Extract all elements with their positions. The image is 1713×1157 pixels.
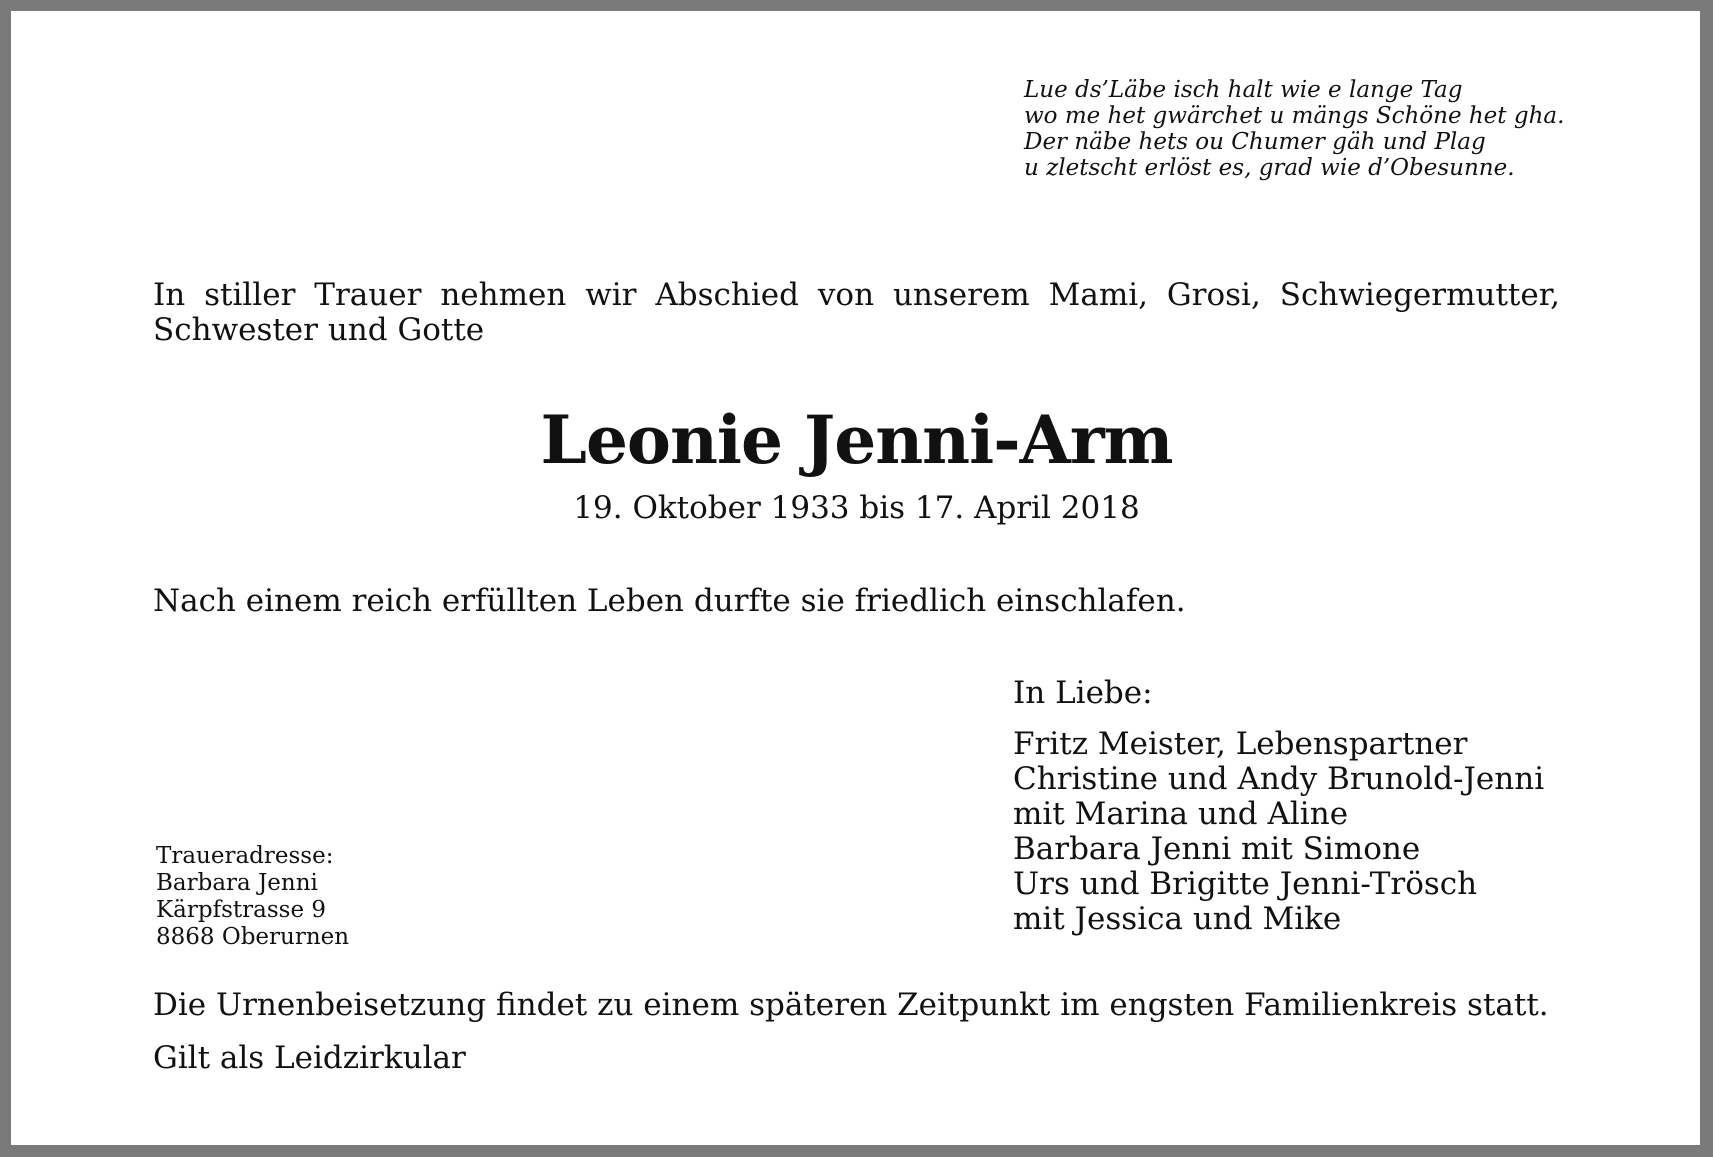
family-heading: In Liebe: xyxy=(1013,675,1153,711)
closing-sentence: Nach einem reich erfüllten Leben durfte sie friedlich einschlafen. xyxy=(153,583,1186,619)
address-label: Traueradresse: xyxy=(156,843,334,869)
address-line: Barbara Jenni xyxy=(156,870,318,896)
family-line: Christine und Andy Brunold-Jenni xyxy=(1013,761,1545,797)
circular-notice: Gilt als Leidzirkular xyxy=(153,1040,466,1076)
family-list xyxy=(1013,727,1544,937)
family-line: Urs und Brigitte Jenni-Trösch xyxy=(1013,866,1478,902)
burial-notice: Die Urnenbeisetzung findet zu einem späteren Zeitpunkt im engsten Familienkreis statt. xyxy=(153,987,1549,1023)
family-line: Barbara Jenni mit Simone xyxy=(1013,831,1421,867)
family-line: Fritz Meister, Lebenspartner xyxy=(1013,726,1468,762)
family-line: mit Marina und Aline xyxy=(1013,796,1349,832)
life-dates: 19. Oktober 1933 bis 17. April 2018 xyxy=(573,490,1140,526)
poem-line: Der näbe hets ou Chumer gäh und Plag xyxy=(1024,129,1486,155)
intro-text: In stiller Trauer nehmen wir Abschied von unserem Mami, Grosi, Schwiegermutter, Schwester und Gotte xyxy=(153,277,1560,348)
poem-line: u zletscht erlöst es, grad wie d’Obesunne. xyxy=(1024,155,1515,181)
poem xyxy=(1024,77,1564,181)
poem-line: Lue ds’Läbe isch halt wie e lange Tag xyxy=(1024,77,1463,103)
address-line: 8868 Oberurnen xyxy=(156,924,350,950)
obituary-card xyxy=(11,11,1700,1145)
family-line: mit Jessica und Mike xyxy=(1013,901,1342,937)
mourning-address xyxy=(156,843,349,951)
deceased-name: Leonie Jenni-Arm xyxy=(540,401,1173,479)
address-line: Kärpfstrasse 9 xyxy=(156,897,327,923)
poem-line: wo me het gwärchet u mängs Schöne het gha. xyxy=(1024,103,1565,129)
